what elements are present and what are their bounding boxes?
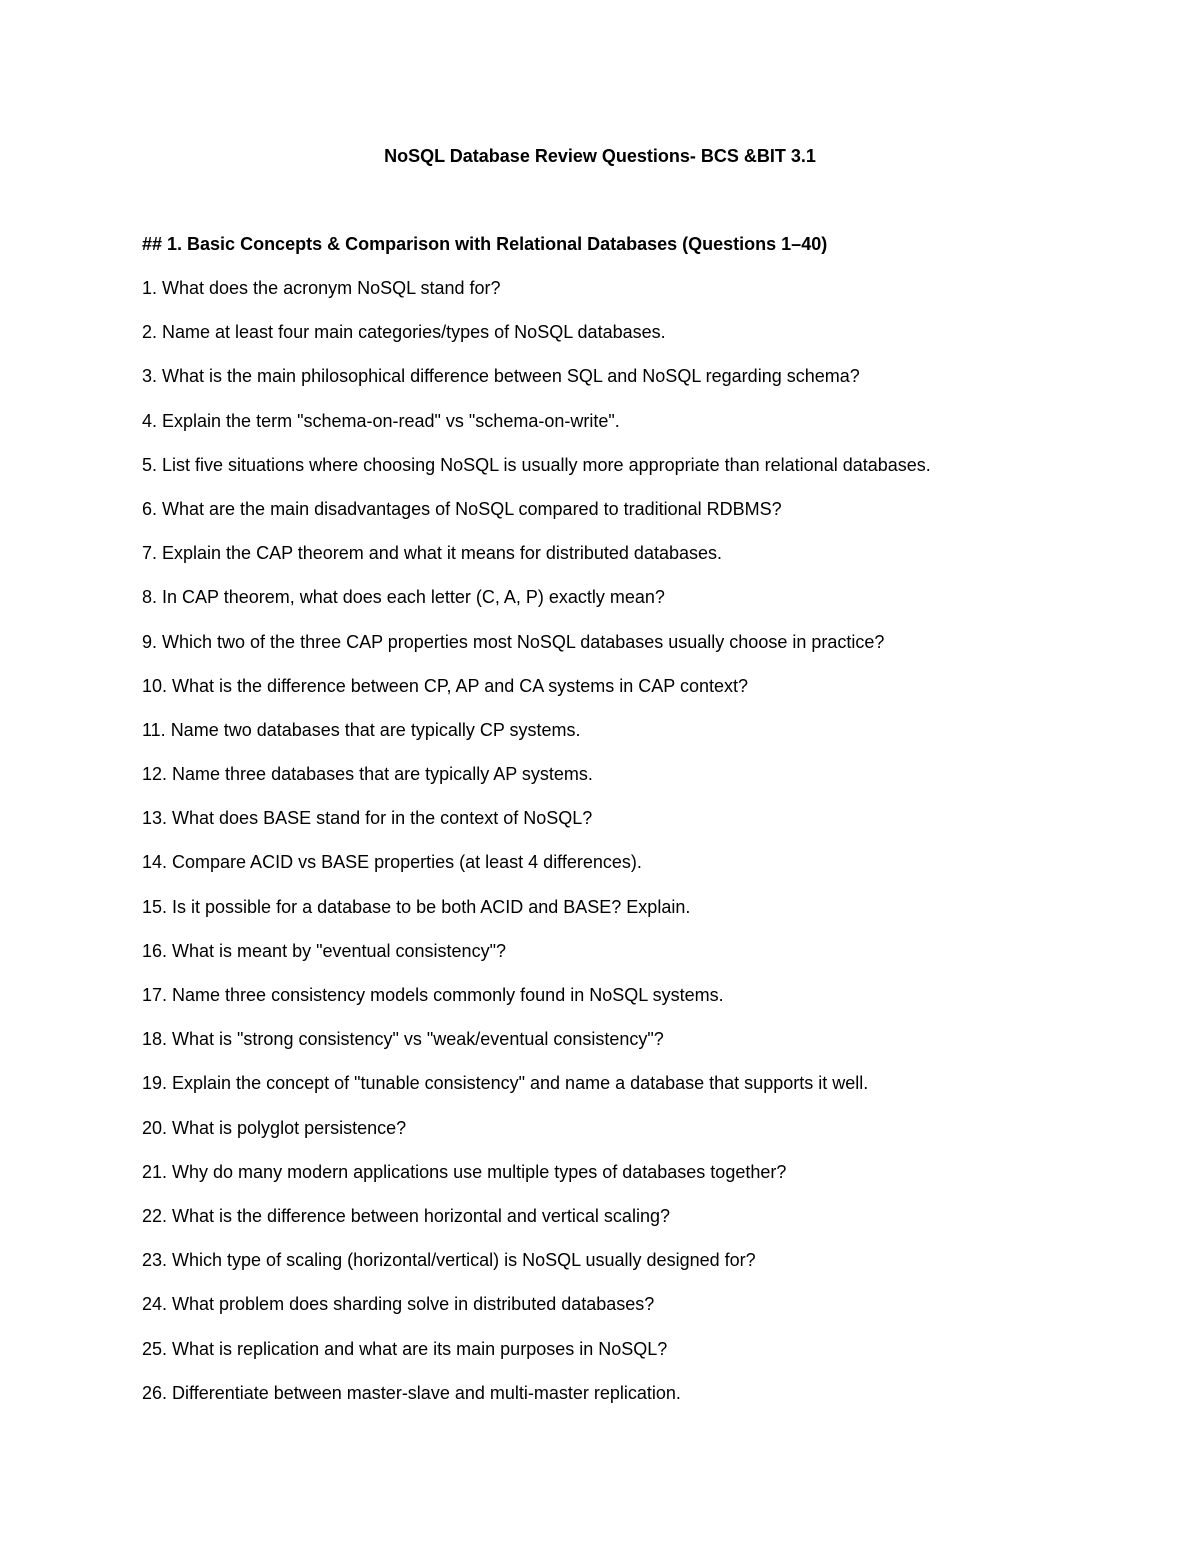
question-item: 3. What is the main philosophical difference between SQL and NoSQL regarding schema? [142,366,860,387]
question-item: 1. What does the acronym NoSQL stand for? [142,278,501,298]
question-item: 23. Which type of scaling (horizontal/vertical) is NoSQL usually designed for? [142,1250,756,1271]
document-title: NoSQL Database Review Questions- BCS &BIT 3.1 [384,146,816,166]
question-item: 16. What is meant by "eventual consistency"? [142,940,506,961]
question-item: 20. What is polyglot persistence? [142,1117,407,1138]
question-item: 5. List five situations where choosing NoSQL is usually more appropriate than relational databases. [142,454,931,475]
question-item: 13. What does BASE stand for in the context of NoSQL? [142,808,593,829]
question-item: 26. Differentiate between master-slave and multi-master replication. [142,1382,681,1403]
question-item: 21. Why do many modern applications use multiple types of databases together? [142,1161,787,1182]
section-heading: ## 1. Basic Concepts & Comparison with Relational Databases (Questions 1–40) [142,234,828,254]
question-item: 7. Explain the CAP theorem and what it means for distributed databases. [142,543,722,564]
question-item: 4. Explain the term "schema-on-read" vs "schema-on-write". [142,410,620,431]
question-item: 19. Explain the concept of "tunable consistency" and name a database that supports it well. [142,1073,869,1094]
question-item: 2. Name at least four main categories/types of NoSQL databases. [142,322,666,343]
question-item: 6. What are the main disadvantages of NoSQL compared to traditional RDBMS? [142,498,782,519]
question-item: 15. Is it possible for a database to be both ACID and BASE? Explain. [142,896,691,917]
question-item: 22. What is the difference between horizontal and vertical scaling? [142,1205,670,1226]
question-item: 17. Name three consistency models commonly found in NoSQL systems. [142,985,724,1005]
question-item: 12. Name three databases that are typically AP systems. [142,764,593,785]
question-item: 11. Name two databases that are typically CP systems. [142,719,581,740]
question-list [142,275,1102,1424]
question-item: 10. What is the difference between CP, AP and CA systems in CAP context? [142,675,749,696]
question-item: 8. In CAP theorem, what does each letter (C, A, P) exactly mean? [142,587,665,608]
question-item: 24. What problem does sharding solve in distributed databases? [142,1294,655,1315]
question-item: 25. What is replication and what are its main purposes in NoSQL? [142,1338,668,1359]
question-item: 9. Which two of the three CAP properties most NoSQL databases usually choose in practice? [142,631,885,652]
question-item: 18. What is "strong consistency" vs "weak/eventual consistency"? [142,1029,664,1050]
question-item: 14. Compare ACID vs BASE properties (at least 4 differences). [142,852,642,873]
